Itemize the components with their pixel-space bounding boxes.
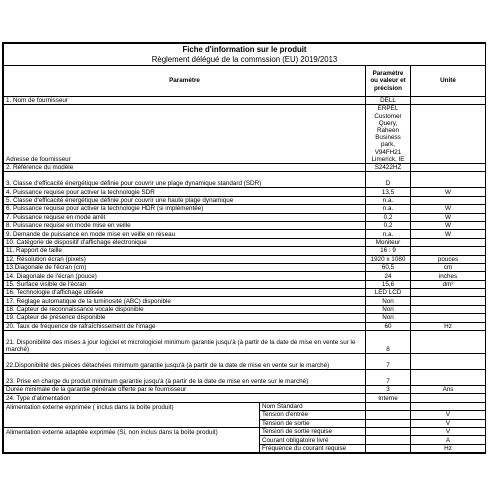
unit-cell: A xyxy=(411,436,486,444)
unit-cell xyxy=(411,314,486,322)
unit-cell xyxy=(411,354,486,370)
unit-cell xyxy=(411,105,486,164)
table-row xyxy=(4,322,486,330)
value-cell xyxy=(366,444,411,452)
table-row xyxy=(4,221,486,229)
parameter-cell: 12. Résolution écran (pixels) xyxy=(4,255,366,263)
table-row xyxy=(4,444,486,452)
unit-cell xyxy=(411,172,486,188)
value-cell: 1920 x 1080 xyxy=(366,255,411,263)
value-cell: LED LCD xyxy=(366,289,411,297)
table-row xyxy=(4,263,486,271)
sub-parameter-cell: Nom Standard xyxy=(260,402,366,410)
value-cell: 60,5 xyxy=(366,263,411,271)
table-row xyxy=(4,411,486,419)
unit-cell xyxy=(411,305,486,313)
table-row xyxy=(4,105,486,164)
sub-parameter-cell: Fréquence du courant requise xyxy=(260,444,366,452)
table-row xyxy=(4,314,486,322)
parameter-cell: 16. Technologie d'affichage utilisée xyxy=(4,289,366,297)
unit-cell: W xyxy=(411,205,486,213)
unit-cell: pouces xyxy=(411,255,486,263)
unit-cell xyxy=(411,297,486,305)
parameter-cell: 8. Puissance requise en mode mise en veille xyxy=(4,221,366,229)
value-cell: 24 xyxy=(366,272,411,280)
parameter-cell: 13.Diagonale de l'écran (cm) xyxy=(4,263,366,271)
sub-parameter-cell: Tension de sortie requise xyxy=(260,428,366,436)
value-cell xyxy=(366,411,411,419)
value-cell: 60 xyxy=(366,322,411,330)
unit-cell xyxy=(411,97,486,105)
value-cell: Non xyxy=(366,297,411,305)
unit-cell: W xyxy=(411,221,486,229)
value-cell: ERPEL Customer Query, Raheen Business park, V94FH21 Limerick, IE xyxy=(366,105,411,164)
table-row xyxy=(4,238,486,246)
sheet-title: Fiche d'information sur le produit xyxy=(4,44,486,56)
value-cell: 8 xyxy=(366,331,411,354)
parameter-cell: 1. Nom de fournisseur xyxy=(4,97,366,105)
unit-cell: dm³ xyxy=(411,280,486,288)
parameter-cell: 6. Puissance requise pour activer la technologie HDR (si implémentée) xyxy=(4,205,366,213)
parameter-cell xyxy=(4,411,260,419)
value-cell: 0,2 xyxy=(366,213,411,221)
parameter-cell: 19. Capteur de présence disponible xyxy=(4,314,366,322)
table-row xyxy=(4,97,486,105)
unit-cell: W xyxy=(411,213,486,221)
table-row xyxy=(4,255,486,263)
sheet-subtitle: Règlement délégué de la commssion (EU) 2019/2013 xyxy=(4,55,486,66)
unit-cell: W xyxy=(411,230,486,238)
value-cell: 3 xyxy=(366,386,411,394)
value-cell: Interne xyxy=(366,394,411,402)
table-row xyxy=(4,164,486,172)
parameter-cell: 10. Catégorie de dispositif d'affichage électronique xyxy=(4,238,366,246)
table-row xyxy=(4,394,486,402)
table-row xyxy=(4,419,486,427)
header-parameter: Paramètre xyxy=(4,66,366,97)
unit-cell xyxy=(411,331,486,354)
table-row xyxy=(4,428,486,436)
parameter-cell xyxy=(4,444,260,452)
value-cell xyxy=(366,436,411,444)
unit-cell xyxy=(411,289,486,297)
table-row xyxy=(4,196,486,204)
unit-cell: inches xyxy=(411,272,486,280)
table-row xyxy=(4,213,486,221)
table-row xyxy=(4,386,486,394)
unit-cell: V xyxy=(411,419,486,427)
parameter-cell: Adresse de fournisseur xyxy=(4,105,366,164)
parameter-cell: 9. Demande de puissance en mode mise en veille en réseau xyxy=(4,230,366,238)
parameter-cell xyxy=(4,436,260,444)
parameter-cell: Durée minimale de la garantie générale offerte par le fournisseur xyxy=(4,386,366,394)
value-cell xyxy=(366,402,411,410)
header-value: Paramètre ou valeur et précision xyxy=(366,66,411,97)
parameter-cell: Alimentation externe exprimée ( inclus dans la boîte produit) xyxy=(4,402,260,410)
value-cell: DELL xyxy=(366,97,411,105)
table-row xyxy=(4,230,486,238)
unit-cell: W xyxy=(411,188,486,196)
value-cell: 15,6 xyxy=(366,280,411,288)
table-row xyxy=(4,172,486,188)
value-cell: 0,2 xyxy=(366,221,411,229)
sub-parameter-cell: Tension de sortie xyxy=(260,419,366,427)
value-cell: n.a. xyxy=(366,205,411,213)
parameter-cell: 3. Classe d'efficacité énergétique définie pour couvrir une plage dynamique standard (SDR) xyxy=(4,172,366,188)
parameter-cell: 18. Capteur de reconnaissance vocale disponible xyxy=(4,305,366,313)
unit-cell xyxy=(411,370,486,386)
table-row xyxy=(4,280,486,288)
parameter-cell: 22.Disponibilité des pièces détachées minimum garantie jusqu'à (à partir de la date de mise en vente sur le marché) xyxy=(4,354,366,370)
value-cell: D xyxy=(366,172,411,188)
value-cell: n.a. xyxy=(366,196,411,204)
value-cell: 16 : 9 xyxy=(366,247,411,255)
unit-cell: V xyxy=(411,411,486,419)
unit-cell: Ans xyxy=(411,386,486,394)
value-cell: Non xyxy=(366,305,411,313)
value-cell: Moniteur xyxy=(366,238,411,246)
product-information-sheet xyxy=(2,42,486,454)
value-cell: S2422HZ xyxy=(366,164,411,172)
table-row xyxy=(4,436,486,444)
table-row xyxy=(4,188,486,196)
table-row xyxy=(4,247,486,255)
sub-parameter-cell: Courant obligatoire livré xyxy=(260,436,366,444)
table-row xyxy=(4,205,486,213)
table-row xyxy=(4,354,486,370)
parameter-cell: 15. Surface visible de l'écran xyxy=(4,280,366,288)
value-cell xyxy=(366,428,411,436)
sub-parameter-cell: Tension d'entrée xyxy=(260,411,366,419)
parameter-cell: 5. Classe d'efficacité énergétique définie pour couvrir une haute plage dynamique xyxy=(4,196,366,204)
value-cell: n.a. xyxy=(366,230,411,238)
unit-cell xyxy=(411,238,486,246)
table-row xyxy=(4,402,486,410)
unit-cell xyxy=(411,196,486,204)
parameter-cell: 17. Réglage automatique de la luminosité (ABC) disponible xyxy=(4,297,366,305)
unit-cell xyxy=(411,402,486,410)
value-cell: 13,5 xyxy=(366,188,411,196)
unit-cell xyxy=(411,247,486,255)
value-cell: Non xyxy=(366,314,411,322)
header-unit: Unité xyxy=(411,66,486,97)
parameter-cell: 7. Puissance requise en mode arrêt xyxy=(4,213,366,221)
table-row xyxy=(4,272,486,280)
parameter-cell: 4. Puissance requise pour activer la technologie SDR xyxy=(4,188,366,196)
parameter-cell: Alimentation externe adaptée exprimée (Si, non inclus dans la boîte produit) xyxy=(4,428,260,436)
unit-cell: Hz xyxy=(411,444,486,452)
parameter-cell: 24. Type d'alimentation xyxy=(4,394,366,402)
value-cell: 7 xyxy=(366,354,411,370)
parameter-cell: 11. Rapport de taille xyxy=(4,247,366,255)
table-row xyxy=(4,305,486,313)
unit-cell: V xyxy=(411,428,486,436)
unit-cell xyxy=(411,164,486,172)
table-row xyxy=(4,331,486,354)
parameter-cell: 20. Taux de fréquence de rafraîchissement de l'image xyxy=(4,322,366,330)
unit-cell: Hz xyxy=(411,322,486,330)
parameter-cell: 21. Disponibilité des mises à jour logiciel et micrologiciel minimum garantie jusqu'à (à partir de la date de mise en vente sur le marché) xyxy=(4,331,366,354)
table-row xyxy=(4,370,486,386)
parameter-cell: 2. Référence du modèle xyxy=(4,164,366,172)
parameter-cell: 14. Diagonale de l'écran (pouce) xyxy=(4,272,366,280)
unit-cell xyxy=(411,394,486,402)
product-information-table xyxy=(3,43,486,453)
value-cell xyxy=(366,419,411,427)
parameter-cell: 23. Prise en charge du produit minimum garantie jusqu'à (à partir de la date de mise en vente sur le marché) xyxy=(4,370,366,386)
parameter-cell xyxy=(4,419,260,427)
value-cell: 7 xyxy=(366,370,411,386)
table-row xyxy=(4,297,486,305)
table-row xyxy=(4,289,486,297)
unit-cell: cm xyxy=(411,263,486,271)
